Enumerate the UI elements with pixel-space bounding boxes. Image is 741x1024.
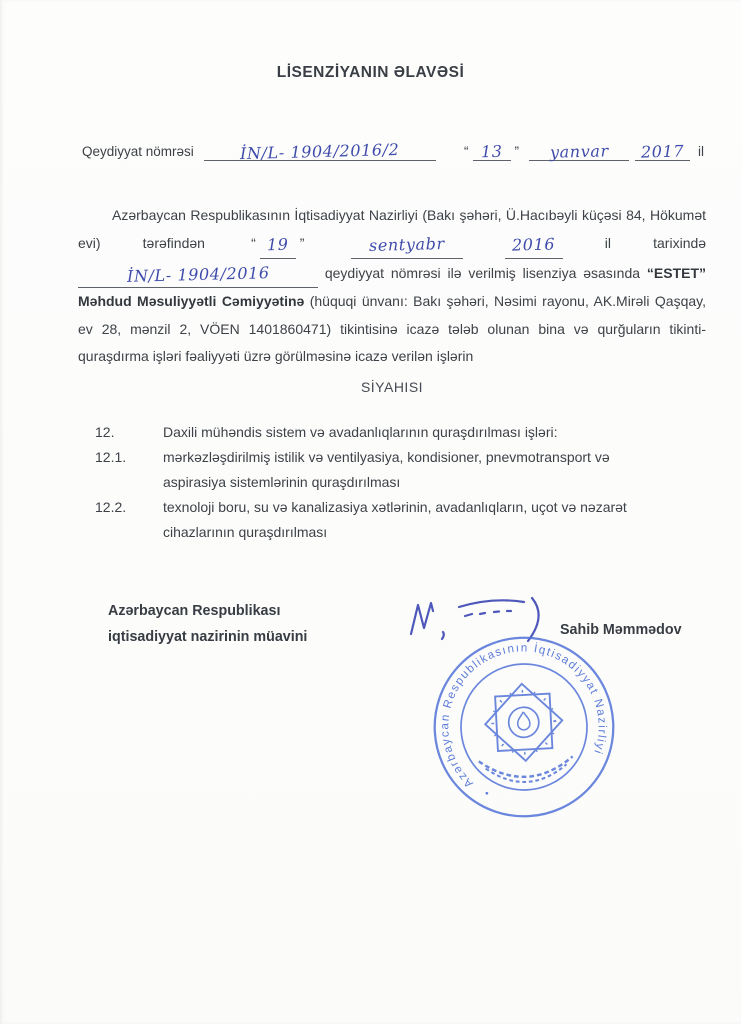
flame-icon [517,712,530,730]
issue-year-handwritten: 2016 [511,234,556,255]
list-item-number: 12.1. [95,449,127,465]
year-suffix: il [698,144,704,159]
document-title: LİSENZİYANIN ƏLAVƏSİ [276,64,465,81]
list-heading: SİYAHISI [360,379,424,396]
license-paragraph [78,202,706,370]
list-item-number: 12. [95,424,115,440]
signature-stroke [459,600,524,607]
issue-day-field [260,229,296,258]
stamp-ring-text: Azərbaycan Respublikasının İqtisadiyyat Nazirliyi [438,641,609,791]
paragraph-segment-2: il tarixində [604,235,707,252]
list-item-number: 12.2. [95,499,127,515]
signatory-title-line1: Azərbaycan Respublikası [108,603,281,619]
ministry-round-stamp [425,628,623,826]
license-number-field [78,259,318,288]
registration-label: Qeydiyyat nömrəsi [82,144,194,159]
paragraph-segment-4: (hüquqi ünvanı: Bakı şəhəri, Nəsimi rayonu, AK.Mirəli Qaşqay, ev 28, mənzil 2, VÖEN 1401860471) tikintisinə icazə tələb olunan bina və qurğuların tikinti-quraşdırma işləri fəaliyyəti üzrə görülməsinə icazə verilən işlərin [78,293,706,365]
close-quote: ” [299,235,305,252]
works-list [95,420,675,545]
registration-day-field [473,141,511,161]
issue-year-field [505,229,563,258]
registration-month-handwritten: yanvar [549,141,609,162]
close-quote: ” [514,144,519,159]
registration-row [82,139,704,164]
list-item [95,495,675,545]
registration-day-handwritten: 13 [480,141,503,162]
registration-number-field [204,139,436,164]
open-quote: “ [464,144,469,159]
list-item [95,445,675,495]
issue-month-field [351,229,463,258]
registration-year-field [635,141,690,161]
signatory-name: Sahib Məmmədov [560,622,682,638]
stamp-separator-dot: • [484,788,490,800]
paragraph-segment-3: qeydiyyat nömrəsi ilə verilmiş lisenziya əsasında [324,264,641,281]
paragraph-segment-1: Azərbaycan Respublikasının İqtisadiyyat Nazirliyi (Bakı şəhəri, Ü.Hacıbəyli küçəsi 84, Hökumət evi) tərəfindən [78,207,706,252]
list-item-text: Daxili mühəndis sistem və avadanlıqlarının quraşdırılması işləri: [163,424,558,440]
issue-month-handwritten: sentyabr [368,234,445,256]
open-quote: “ [251,235,256,252]
body-section [78,202,706,395]
registration-month-field [529,141,629,161]
company-name: “ESTET” Məhdud Məsuliyyətli Cəmiyyətinə [78,264,707,310]
stamp-outer-ring [430,633,618,821]
list-item-text: mərkəzləşdirilmiş istilik və ventilyasiya, kondisioner, pnevmotransport və aspirasiya sistemlərinin quraşdırılması [163,449,610,490]
signatory-title-line2: iqtisadiyyat nazirinin müavini [108,629,308,645]
issue-day-handwritten: 19 [266,235,289,255]
stamp-inner-ring [458,661,590,793]
signatory-title [108,598,307,650]
registration-year-handwritten: 2017 [640,141,685,162]
registration-number-handwritten: İN/L- 1904/2016/2 [239,139,400,164]
coat-of-arms-star-icon [483,682,564,763]
signature-stroke [411,603,433,634]
license-number-handwritten: İN/L- 1904/2016 [126,262,270,286]
list-item-text: texnoloji boru, su və kanalizasiya xətlərinin, avadanlıqların, uçot və nəzarət cihazlarının quraşdırılması [163,499,627,540]
list-item [95,420,675,445]
signature-stroke [465,611,511,616]
